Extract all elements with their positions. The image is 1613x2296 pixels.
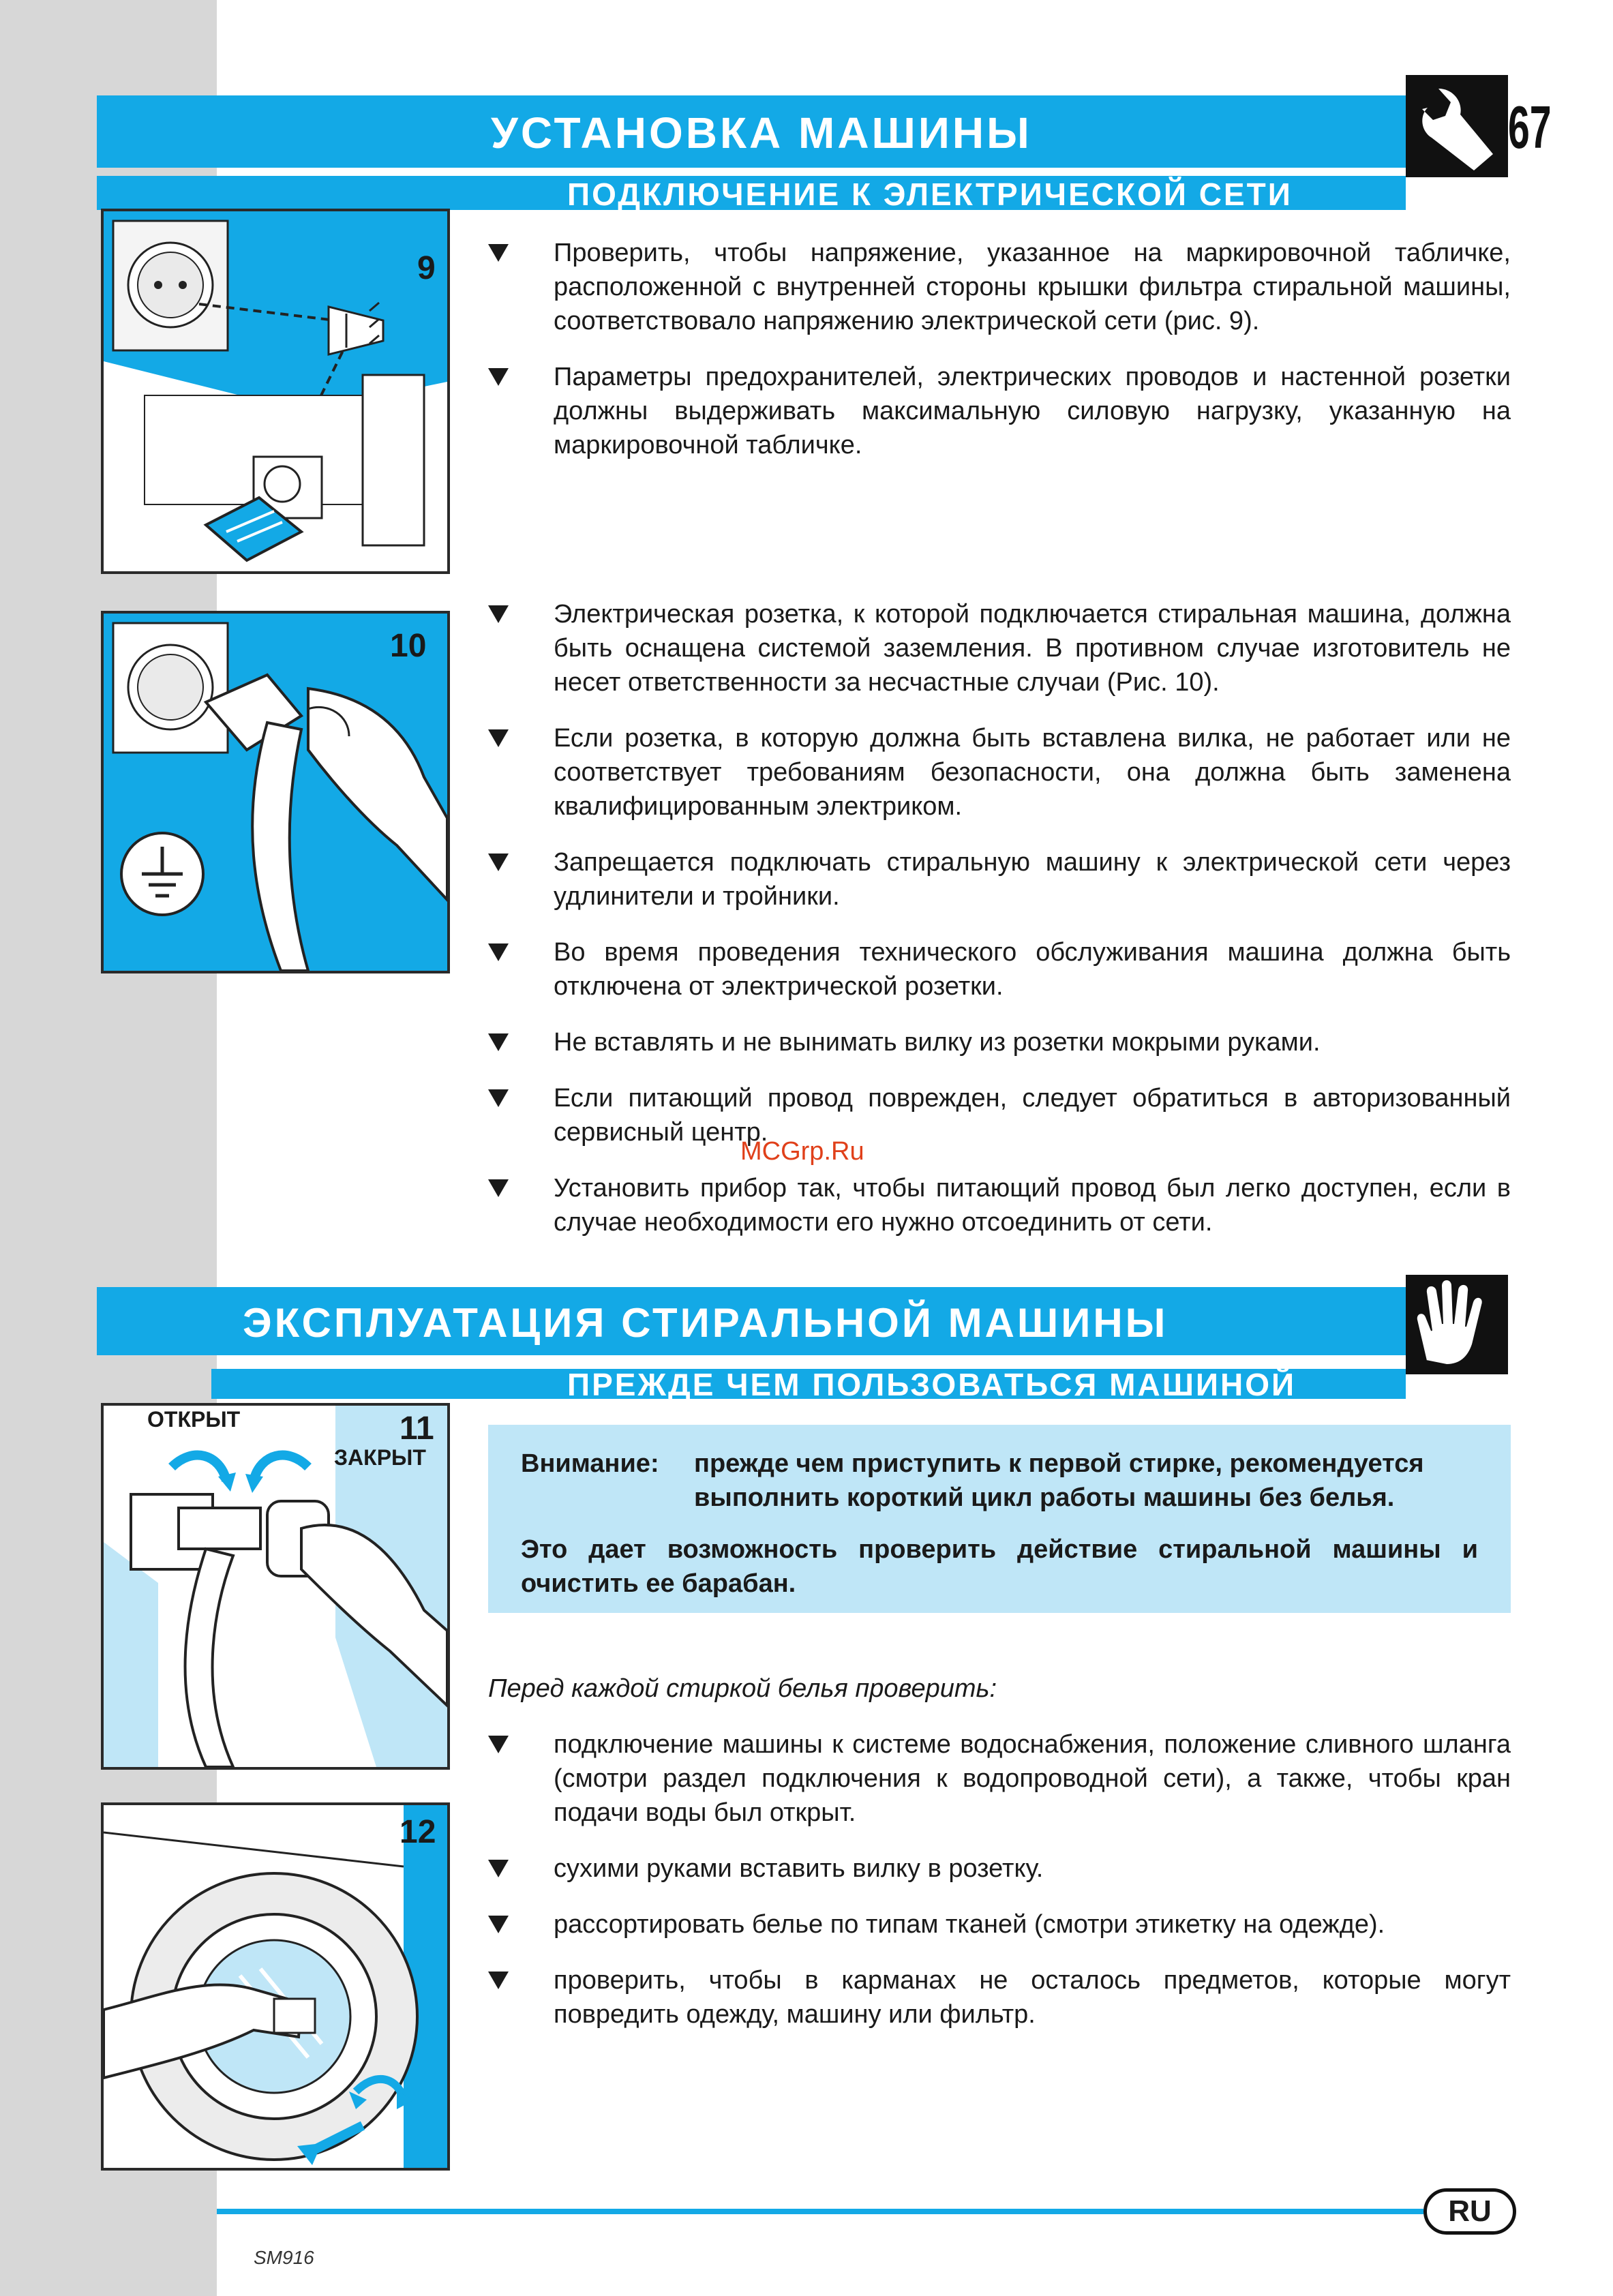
figure-number: 9 [417,250,436,286]
notice-row [521,1447,1478,1515]
list-item-text: Установить прибор так, чтобы питающий провод был легко доступен, если в случае необходимости его нужно отсоединить от сети. [554,1174,1511,1237]
figure-9 [101,209,450,574]
list-item [488,1081,1511,1149]
bullet-triangle-icon [488,1089,509,1107]
list-item-text: Если питающий провод поврежден, следует обратиться в авторизованный сервисный центр. [554,1084,1511,1147]
notice-text-secondary: Это дает возможность проверить действие стиральной машины и очистить ее барабан. [521,1535,1478,1598]
list-item-text: Запрещается подключать стиральную машину к электрической сети через удлинители и тройники. [554,848,1511,911]
list-item-text: Во время проведения технического обслуживания машина должна быть отключена от электрической розетки. [554,938,1511,1001]
list-item-text: Если розетка, в которую должна быть вставлена вилка, не работает или не соответствует требованиям безопасности, она должна быть заменена квалифицированным электриком. [554,724,1511,821]
list-item [488,360,1511,462]
list-item-text: рассортировать белье по типам тканей (смотри этикетку на одежде). [554,1910,1385,1939]
notice-label: Внимание: [521,1449,659,1478]
footer-line [217,2209,1423,2214]
section-title: УСТАНОВКА МАШИНЫ [491,108,1032,157]
bullet-triangle-icon [488,1179,509,1197]
grounded-socket-illustration [104,614,447,971]
bullet-triangle-icon [488,1860,509,1877]
list-item-text: Электрическая розетка, к которой подключается стиральная машина, должна быть оснащена системой заземления. В противном случае изготовитель не несет ответственности за несчастные случаи (Рис. 10). [554,600,1511,697]
language-badge: RU [1423,2188,1516,2235]
figure-number: 10 [390,628,427,664]
figure-12 [101,1802,450,2171]
list-item [488,935,1511,1003]
checklist-intro: Перед каждой стиркой белья проверить: [488,1674,997,1703]
bullet-list-safety [488,597,1511,1261]
bullet-triangle-icon [488,854,509,871]
washer-door-illustration [104,1805,447,2168]
hand-icon [1399,1265,1508,1374]
figure-11 [101,1403,450,1770]
bullet-triangle-icon [488,1033,509,1051]
list-item [488,845,1511,913]
bullet-triangle-icon [488,244,509,262]
list-item [488,1963,1511,2031]
bullet-triangle-icon [488,943,509,961]
model-code: SM916 [254,2247,314,2268]
bullet-triangle-icon [488,368,509,386]
list-item [488,1907,1511,1942]
section-title: ЭКСПЛУАТАЦИЯ СТИРАЛЬНОЙ МАШИНЫ [243,1300,1169,1346]
list-item-text: Параметры предохранителей, электрических проводов и настенной розетки должны выдерживать максимальную силовую нагрузку, указанную на маркировочной табличке. [554,363,1511,459]
bullet-list-voltage [488,236,1511,484]
list-item [488,1852,1511,1886]
watermark: MCGrp.Ru [740,1137,864,1166]
bullet-triangle-icon [488,1916,509,1933]
notice-text: прежде чем приступить к первой стирке, рекомендуется выполнить короткий цикл работы машины без белья. [694,1449,1424,1512]
notice-box [488,1425,1511,1613]
list-item [488,597,1511,699]
figure-number: 12 [400,1814,436,1850]
list-item [488,1171,1511,1239]
list-item [488,1025,1511,1059]
socket-voltage-illustration [104,211,447,571]
list-item-text: проверить, чтобы в карманах не осталось предметов, которые могут повредить одежду, машину или фильтр. [554,1966,1511,2029]
list-item-text: подключение машины к системе водоснабжения, положение сливного шланга (смотри раздел подключения к водопроводной сети), а также, чтобы кран подачи воды был открыт. [554,1730,1511,1827]
bullet-list-checklist [488,1727,1511,2053]
bullet-triangle-icon [488,729,509,747]
bullet-triangle-icon [488,1736,509,1753]
list-item-text: сухими руками вставить вилку в розетку. [554,1854,1044,1883]
close-label: ЗАКРЫТ [334,1445,426,1470]
figure-number: 11 [400,1410,434,1447]
bullet-triangle-icon [488,605,509,623]
list-item [488,236,1511,338]
figure-10 [101,611,450,973]
bullet-triangle-icon [488,1972,509,1989]
page-number: 67 [1508,93,1552,161]
section-subtitle: ПРЕЖДЕ ЧЕМ ПОЛЬЗОВАТЬСЯ МАШИНОЙ [567,1367,1297,1402]
list-item [488,721,1511,824]
list-item-text: Не вставлять и не вынимать вилку из розетки мокрыми руками. [554,1028,1321,1057]
list-item [488,1727,1511,1830]
wrench-icon [1408,80,1504,176]
list-item-text: Проверить, чтобы напряжение, указанное на маркировочной табличке, расположенной с внутренней стороны крышки фильтра стиральной машины, соответствовало напряжению электрической сети (рис. 9). [554,239,1511,335]
section-subtitle: ПОДКЛЮЧЕНИЕ К ЭЛЕКТРИЧЕСКОЙ СЕТИ [567,177,1293,212]
open-label: ОТКРЫТ [147,1407,241,1432]
